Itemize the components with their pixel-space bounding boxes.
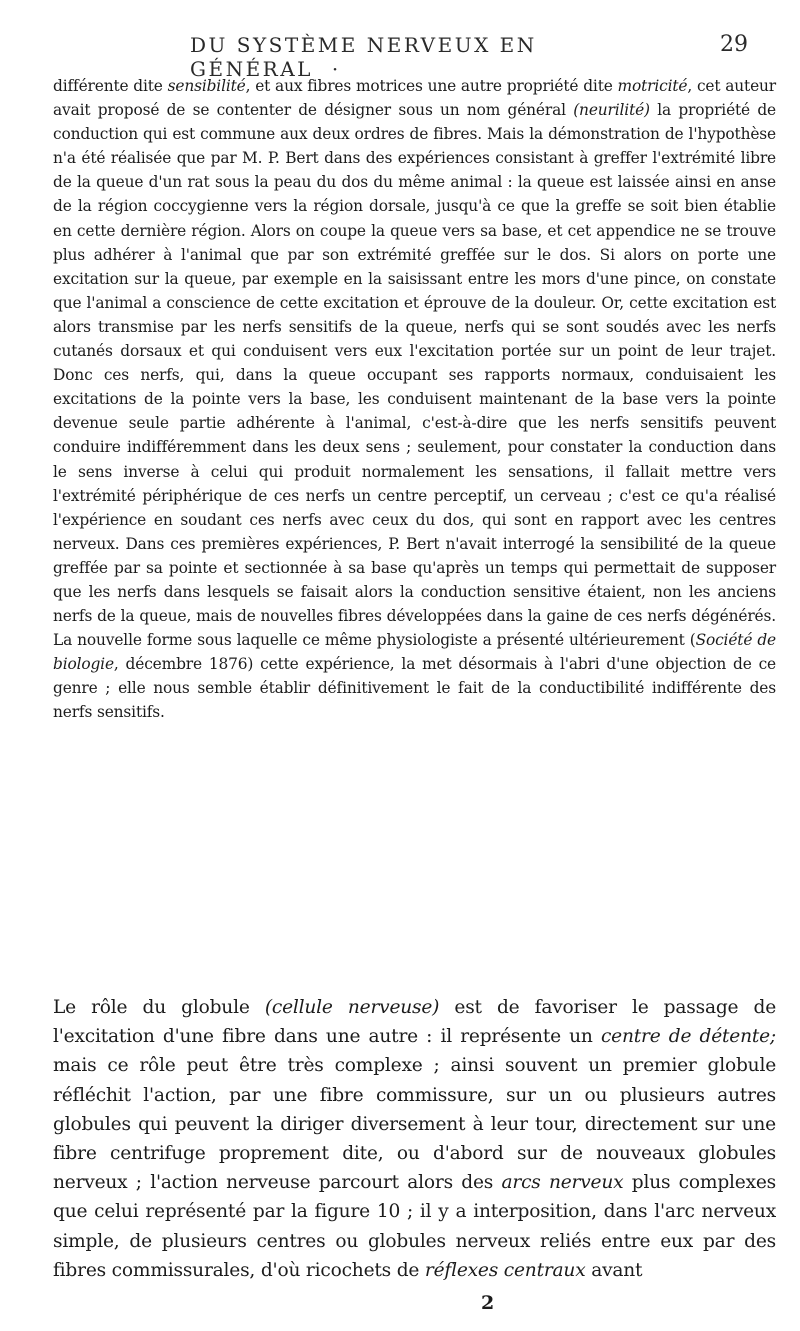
running-title: DU SYSTÈME NERVEUX EN GÉNÉRAL: [190, 33, 537, 81]
page-number: 29: [720, 32, 748, 57]
text-span: est de favoriser le passage de l'excitation d'une fibre dans une autre : il représente un: [53, 997, 777, 1048]
italic-term: centre de détente;: [600, 1026, 776, 1048]
italic-term: motricité: [617, 77, 688, 95]
paragraph-2: [53, 993, 776, 1285]
text-span: avant: [585, 1259, 643, 1281]
paragraph-1: [53, 74, 776, 725]
text-span: différente dite: [53, 77, 168, 95]
text-span: , décembre 1876) cette expérience, la met désormais à l'abri d'une objection de ce genre ; elle nous semble établir définitivement le fait de la conductibilité indifférente des nerfs sensitifs.: [53, 655, 776, 722]
italic-term: sensibilité: [167, 77, 246, 95]
italic-term: réflexes centraux: [424, 1259, 586, 1281]
italic-term: (neurilité): [573, 101, 650, 120]
text-span: la propriété de conduction qui est commune aux deux ordres de fibres. Mais la démonstration de l'hypothèse n'a été réalisée que par M. P. Bert dans des expériences consistant à greffer l'extrémité libre de la queue d'un rat sous la peau du dos du même animal : la queue est laissée ainsi en anse de la région coccygienne vers la région dorsale, jusqu'à ce que la greffe se soit bien établie en cette dernière région. Alors on coupe la queue vers sa base, et cet appendice ne se trouve plus adhérer à l'animal que par son extrémité greffée sur le dos. Si alors on porte une excitation sur la queue, par exemple en la saisissant entre les mors d'une pince, on constate que l'animal a conscience de cette excitation et éprouve de la douleur. Or, cette excitation est alors transmise par les nerfs sensitifs de la queue, nerfs qui se sont soudés avec les nerfs cutanés dorsaux et qui conduisent vers eux l'excitation portée sur un point de leur trajet. Donc ces nerfs, qui, dans la queue occupant ses rapports normaux, conduisaient les excitations de la pointe vers la base, les conduisent maintenant de la base vers la pointe devenue seule partie adhérente à l'animal, c'est-à-dire que les nerfs sensitifs peuvent conduire indifféremment dans les deux sens ; seulement, pour constater la conduction dans le sens inverse à celui qui produit normalement les sensations, il fallait mettre vers l'extrémité périphérique de ces nerfs un centre perceptif, un cerveau ; c'est ce qu'a réalisé l'expérience en soudant ces nerfs avec ceux du dos, qui sont en rapport avec les centres nerveux. Dans ces premières expériences, P. Bert n'avait interrogé la sensibilité de la queue greffée par sa pointe et sectionnée à sa base qu'après un temps qui permettait de supposer que les nerfs dans lesquels se faisait alors la conduction sensitive étaient, non les anciens nerfs de la queue, mais de nouvelles fibres développées dans la gaine de ces nerfs dégénérés. La nouvelle forme sous laquelle ce même physiologiste a présenté ultérieurement (: [53, 101, 776, 650]
italic-term: Société de biologie: [53, 631, 777, 674]
text-span: , cet auteur avait proposé de se contenter de désigner sous un nom général: [53, 77, 776, 120]
italic-term: arcs nerveux: [501, 1172, 624, 1194]
text-span: plus complexes que celui représenté par la figure 10 ; il y a interposition, dans l'arc nerveux simple, de plusieurs centres ou globules nerveux reliés entre eux par des fibres commissurales, d'où ricochets de: [53, 1172, 777, 1281]
signature-mark: 2: [481, 1292, 495, 1314]
text-span: mais ce rôle peut être très complexe ; ainsi souvent un premier globule réfléchit l'action, par une fibre commissure, sur un ou plusieurs autres globules qui peuvent la diriger diversement à leur tour, directement sur une fibre centrifuge proprement dite, ou d'abord sur de nouveaux globules nerveux ; l'action nerveuse parcourt alors des: [53, 1055, 776, 1194]
header-separator: ·: [331, 57, 341, 81]
text-span: , et aux fibres motrices une autre propriété dite: [245, 77, 618, 95]
text-span: Le rôle du globule: [53, 997, 265, 1018]
italic-term: (cellule nerveuse): [264, 997, 440, 1018]
